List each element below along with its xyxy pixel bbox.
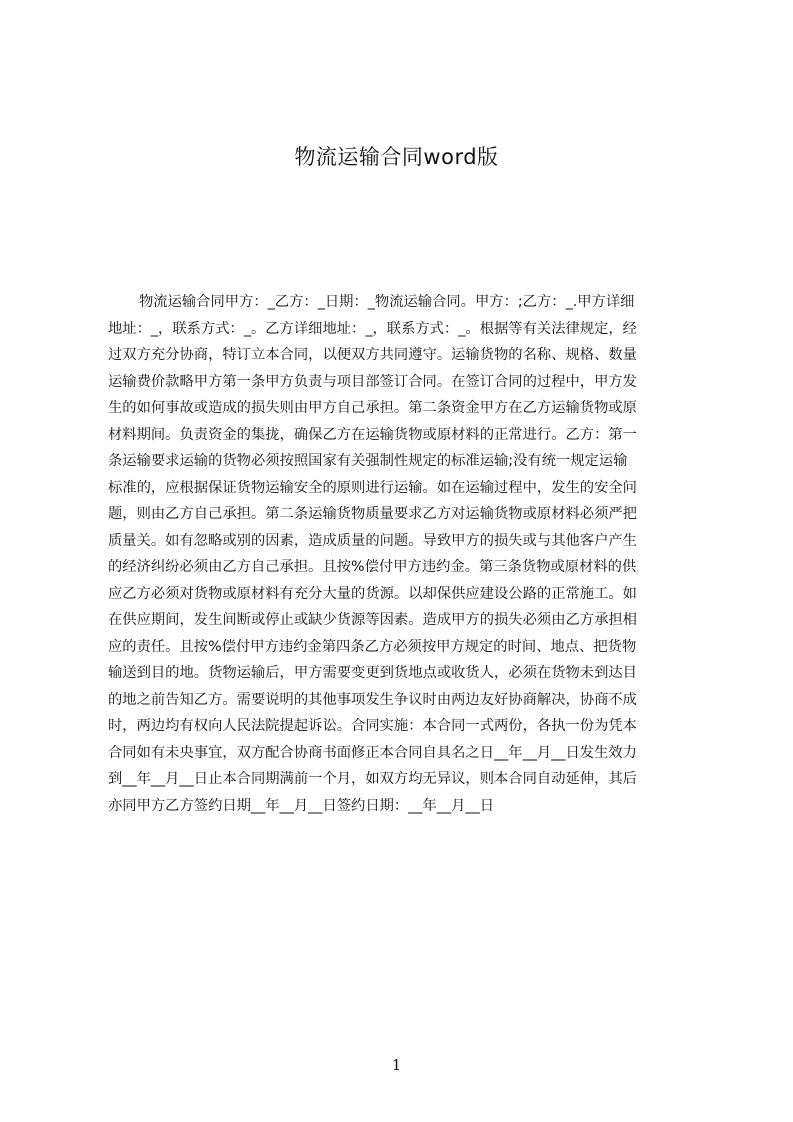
- body-line: 在供应期间，发生间断或停止或缺少货源等因素。造成甲方的损失必须由乙方承担相: [108, 612, 637, 628]
- body-line: 的经济纠纷必须由乙方自己承担。且按%偿付甲方违约金。第三条货物或原材料的供: [108, 559, 637, 575]
- document-title: 物流运输合同word版: [294, 145, 499, 169]
- document-body: [108, 289, 700, 819]
- body-line: 时，两边均有权向人民法院提起诉讼。合同实施：本合同一式两份，各执一份为凭本: [108, 718, 637, 734]
- body-line: 亦同甲方乙方签约日期__年__月__日签约日期：__年__月__日: [108, 797, 495, 814]
- body-line: 条运输要求运输的货物必须按照国家有关强制性规定的标准运输;没有统一规定运输: [108, 453, 628, 469]
- body-line: 合同如有未央事宜，双方配合协商书面修正本合同自具名之日__年__月__日发生效力: [108, 744, 637, 761]
- body-line: 运输费价款略甲方第一条甲方负责与项目部签订合同。在签订合同的过程中，甲方发: [108, 373, 637, 390]
- body-line: 应的责任。且按%偿付甲方违约金第四条乙方必须按甲方规定的时间、地点、把货物: [108, 638, 637, 655]
- body-line: 到__年__月__日止本合同期满前一个月，如双方均无异议，则本合同自动延伸，其后: [108, 771, 637, 787]
- body-line: 标准的，应根据保证货物运输安全的原则进行运输。如在运输过程中，发生的安全问: [108, 479, 637, 496]
- body-line: 输送到目的地。货物运输后，甲方需要变更到货地点或收货人，必须在货物未到达目: [108, 665, 637, 681]
- body-line: 题，则由乙方自己承担。第二条运输货物质量要求乙方对运输货物或原材料必须严把: [108, 506, 637, 522]
- body-line: 的地之前告知乙方。需要说明的其他事项发生争议时由两边友好协商解决，协商不成: [108, 691, 637, 708]
- body-line: 材料期间。负责资金的集拢，确保乙方在运输货物或原材料的正常进行。乙方：第一: [108, 426, 637, 443]
- body-line: 物流运输合同甲方：_乙方：_日期：_物流运输合同。甲方：;乙方：_.甲方详细: [139, 294, 635, 310]
- body-line: 生的如何事故或造成的损失则由甲方自己承担。第二条资金甲方在乙方运输货物或原: [108, 400, 637, 416]
- body-line: 质量关。如有忽略或别的因素，造成质量的问题。导致甲方的损失或与其他客户产生: [108, 532, 637, 549]
- body-line: 地址：_，联系方式：_。乙方详细地址：_，联系方式：_。根据等有关法律规定，经: [108, 320, 637, 337]
- page-number: 1: [391, 1056, 402, 1074]
- body-line: 应乙方必须对货物或原材料有充分大量的货源。以却保供应建设公路的正常施工。如: [108, 585, 637, 602]
- body-line: 过双方充分协商，特订立本合同，以便双方共同遵守。运输货物的名称、规格、数量: [108, 347, 637, 363]
